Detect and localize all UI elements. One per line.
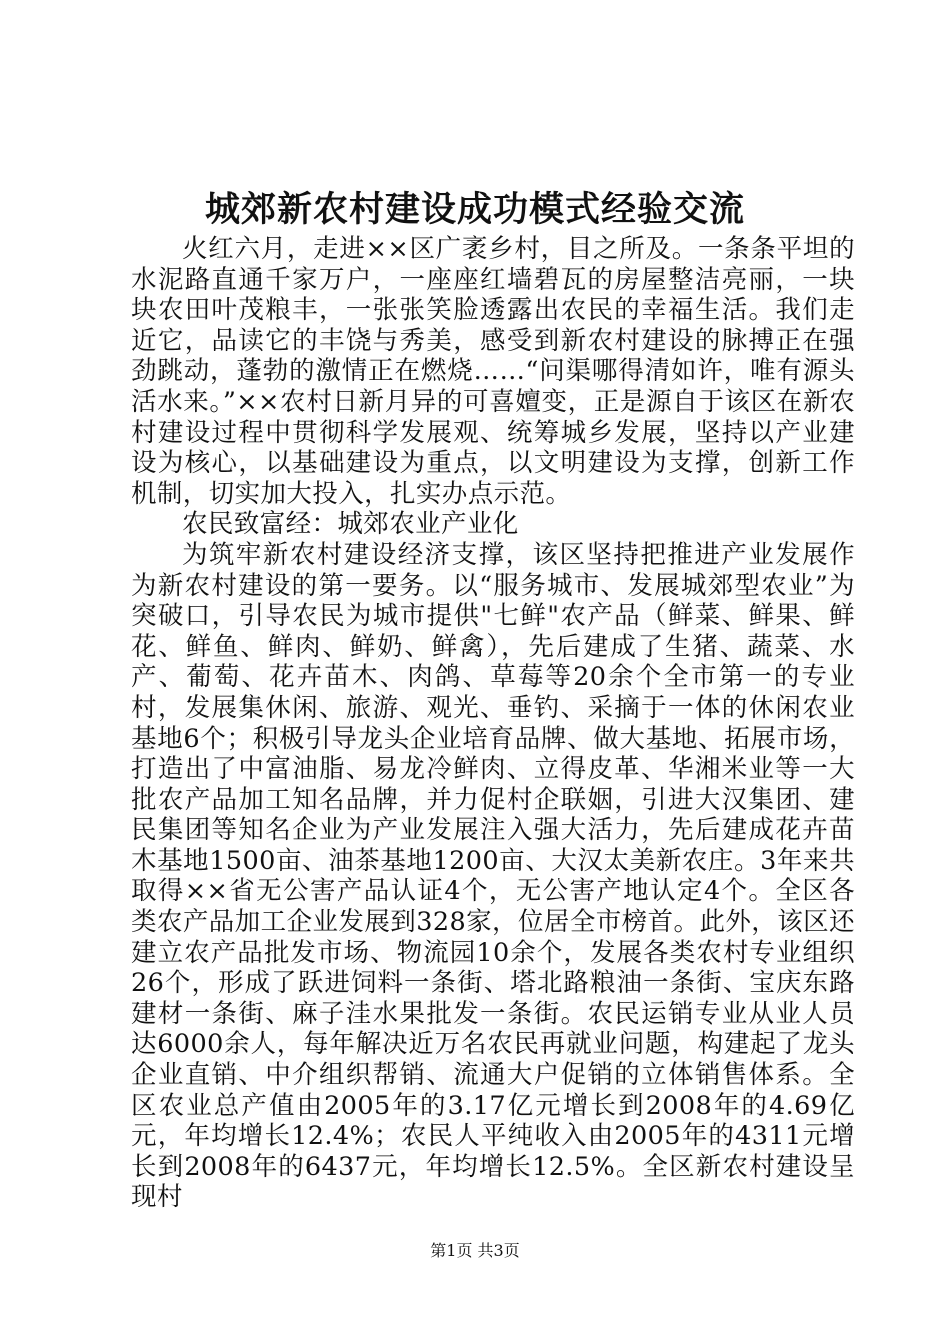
page-footer: 第1页 共3页 bbox=[430, 1241, 520, 1260]
section-heading: 农民致富经：城郊农业产业化 bbox=[182, 509, 519, 540]
paragraph-industry: 为筑牢新农村建设经济支撑，该区坚持把推进产业发展作为新农村建设的第一要务。以“服务城市、发展城郊型农业”为突破口，引导农民为城市提供"七鲜"农产品（鲜菜、鲜果、鲜花、鲜鱼、鲜肉、鲜奶、鲜禽），先后建成了生猪、蔬菜、水产、葡萄、花卉苗木、肉鸽、草莓等20余个全市第一的专业村，发展集休闲、旅游、观光、垂钓、采摘于一体的休闲农业基地6个；积极引导龙头企业培育品牌、做大基地、拓展市场，打造出了中富油脂、易龙冷鲜肉、立得皮革、华湘米业等一大批农产品加工知名品牌，并力促村企联姻，引进大汉集团、建民集团等知名企业为产业发展注入强大活力，先后建成花卉苗木基地1500亩、油茶基地1200亩、大汉太美新农庄。3年来共取得××省无公害产品认证4个，无公害产地认定4个。全区各类农产品加工企业发展到328家，位居全市榜首。此外，该区还建立农产品批发市场、物流园10余个，发展各类农村专业组织26个，形成了跃进饲料一条街、塔北路粮油一条街、宝庆东路建材一条街、麻子洼水果批发一条街。农民运销专业从业人员达6000余人，每年解决近万名农民再就业问题，构建起了龙头企业直销、中介组织帮销、流通大户促销的立体销售体系。全区农业总产值由2005年的3.17亿元增长到2008年的4.69亿元，年均增长12.4%；农民人平纯收入由2005年的4311元增长到2008年的6437元，年均增长12.5%。全区新农村建设呈现村 bbox=[131, 539, 855, 1213]
document-title: 城郊新农村建设成功模式经验交流 bbox=[204, 189, 745, 230]
document-body bbox=[131, 234, 855, 1213]
paragraph-intro: 火红六月，走进××区广袤乡村，目之所及。一条条平坦的水泥路直通千家万户，一座座红墙碧瓦的房屋整洁亮丽，一块块农田叶茂粮丰，一张张笑脸透露出农民的幸福生活。我们走近它，品读它的丰饶与秀美，感受到新农村建设的脉搏正在强劲跳动，蓬勃的激情正在燃烧……“问渠哪得清如许，唯有源头活水来。”××农村日新月异的可喜嬗变，正是源自于该区在新农村建设过程中贯彻科学发展观、统筹城乡发展，坚持以产业建设为核心，以基础建设为重点，以文明建设为支撑，创新工作机制，切实加大投入，扎实办点示范。 bbox=[131, 234, 855, 509]
